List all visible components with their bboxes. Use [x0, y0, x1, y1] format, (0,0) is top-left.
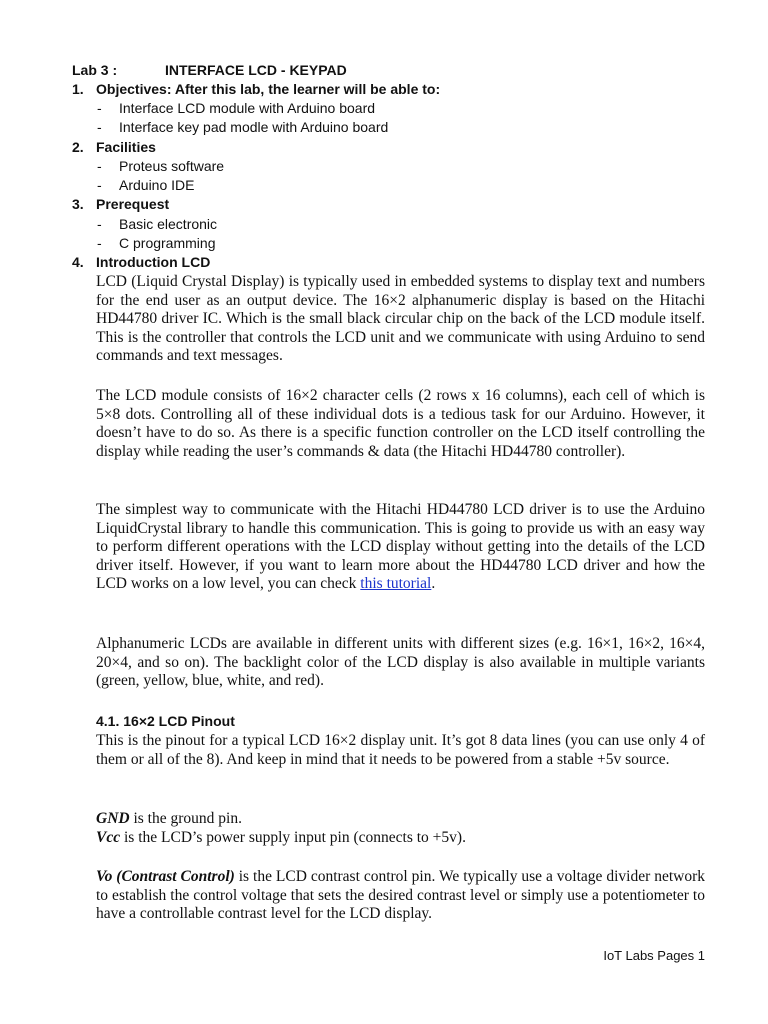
list-item: Proteus software [119, 158, 225, 174]
paragraph-liquidcrystal [96, 501, 705, 594]
paragraph-lcd-sizes: Alphanumeric LCDs are available in different units with different sizes (e.g. 16×1, 16×2, 16×4, 20×4, and so on). The backlight color of the LCD display is also available in multiple variants (green, yellow, blue, white, and red). [96, 635, 705, 690]
gnd-term: GND [96, 810, 130, 827]
lab-title: INTERFACE LCD - KEYPAD [165, 62, 347, 78]
section-4-title: Introduction LCD [96, 254, 211, 270]
vo-description: is the LCD contrast control pin. We typically use a voltage divider network to establish the control voltage that sets the desired contrast level or simply use a potentiometer to have a controllable contrast level for the LCD display. [96, 868, 705, 923]
bullet-dash: - [97, 100, 102, 116]
vcc-line [96, 829, 705, 848]
list-item: C programming [119, 235, 216, 251]
bullet-dash: - [97, 158, 102, 174]
list-item: Interface key pad modle with Arduino board [119, 119, 389, 135]
page-footer: IoT Labs Pages 1 [603, 948, 705, 963]
list-item: Arduino IDE [119, 177, 195, 193]
bullet-dash: - [97, 235, 102, 251]
bullet-dash: - [97, 119, 102, 135]
section-2-number: 2. [72, 139, 84, 155]
gnd-description: is the ground pin. [129, 810, 242, 827]
section-1-title: Objectives: After this lab, the learner will be able to: [96, 81, 441, 97]
subsection-heading: 4.1. 16×2 LCD Pinout [96, 713, 235, 729]
list-item: Interface LCD module with Arduino board [119, 100, 376, 116]
paragraph-lcd-module: The LCD module consists of 16×2 character cells (2 rows x 16 columns), each cell of which is 5×8 dots. Controlling all of these individual dots is a tedious task for our Arduino. However, it doesn’t have to do so. As there is a specific function controller on the LCD itself controlling the display while reading the user’s commands & data (the Hitachi HD44780 controller). [96, 387, 705, 460]
paragraph-pinout: This is the pinout for a typical LCD 16×2 display unit. It’s got 8 data lines (you can use only 4 of them or all of the 8). And keep in mind that it needs to be powered from a stable +5v source. [96, 732, 705, 768]
lab-label: Lab 3 : [72, 62, 118, 78]
bullet-dash: - [97, 216, 102, 232]
bullet-dash: - [97, 177, 102, 193]
section-1-number: 1. [72, 81, 84, 97]
list-item: Basic electronic [119, 216, 218, 232]
tutorial-link[interactable]: this tutorial [360, 575, 432, 593]
paragraph-lcd-intro: LCD (Liquid Crystal Display) is typically used in embedded systems to display text and numbers for the end user as an output device. The 16×2 alphanumeric display is based on the Hitachi HD44780 driver IC. Which is the small black circular chip on the back of the LCD module itself. This is the controller that controls the LCD unit and we communicate with using Arduino to send commands and text messages. [96, 273, 705, 365]
section-3-number: 3. [72, 196, 84, 212]
paragraph-end: . [431, 575, 436, 593]
section-2-title: Facilities [96, 139, 156, 155]
paragraph-text: The simplest way to communicate with the Hitachi HD44780 LCD driver is to use the Arduino LiquidCrystal library to handle this communication. This is going to provide us with an easy way to perform different operations with the LCD display without getting into the details of the LCD driver itself. However, if you want to learn more about the HD44780 LCD driver and how the LCD works on a low level, you can check [96, 501, 705, 593]
vcc-term: Vcc [96, 829, 121, 846]
section-3-title: Prerequest [96, 196, 170, 212]
vcc-description: is the LCD’s power supply input pin (connects to +5v). [120, 829, 466, 846]
vo-paragraph [96, 868, 705, 924]
section-4-number: 4. [72, 254, 84, 270]
gnd-line [96, 810, 705, 829]
vo-term: Vo (Contrast Control) [96, 868, 235, 885]
